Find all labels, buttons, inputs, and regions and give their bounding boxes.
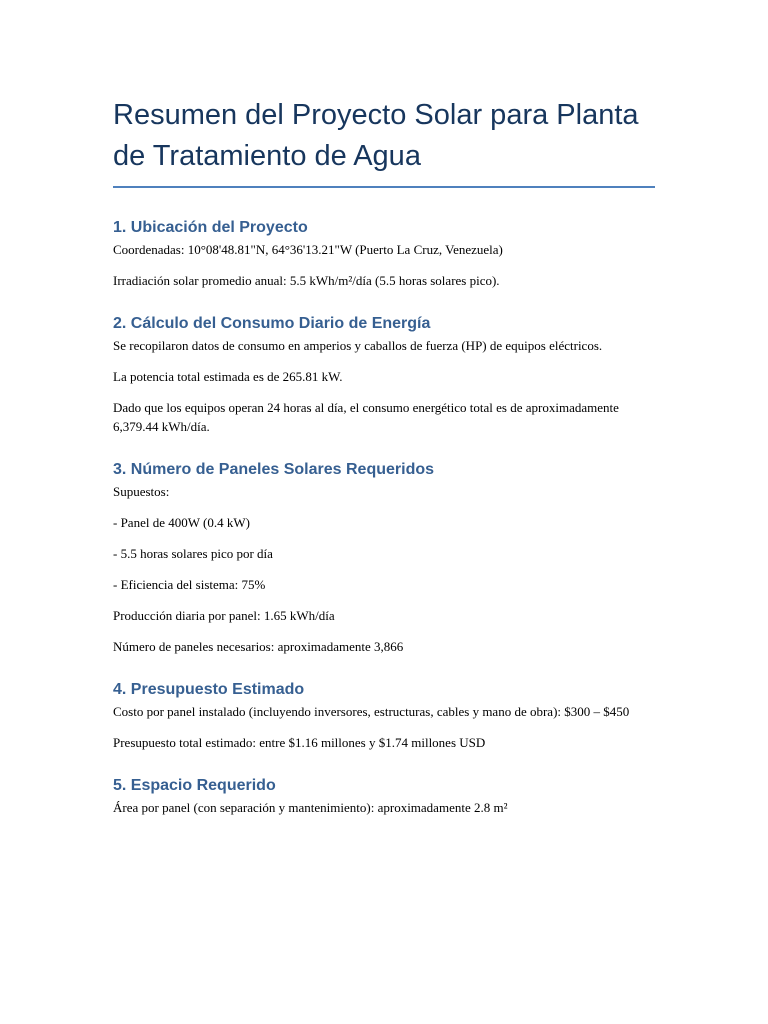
paragraph: Coordenadas: 10°08'48.81"N, 64°36'13.21"W (Puerto La Cruz, Venezuela): [113, 242, 503, 257]
section-project-location: [113, 217, 655, 290]
list-item: - Eficiencia del sistema: 75%: [113, 577, 266, 592]
list-item: - Panel de 400W (0.4 kW): [113, 515, 250, 530]
paragraph: Número de paneles necesarios: aproximadamente 3,866: [113, 639, 404, 654]
paragraph: Dado que los equipos operan 24 horas al día, el consumo energético total es de aproximadamente 6,379.44 kWh/día.: [113, 400, 619, 434]
section-energy-consumption: [113, 313, 655, 436]
paragraph: Irradiación solar promedio anual: 5.5 kWh/m²/día (5.5 horas solares pico).: [113, 273, 500, 288]
document-body: [113, 95, 655, 817]
section-heading: 2. Cálculo del Consumo Diario de Energía: [113, 315, 431, 332]
list-item: - 5.5 horas solares pico por día: [113, 546, 273, 561]
section-heading: 1. Ubicación del Proyecto: [113, 219, 308, 236]
paragraph: Presupuesto total estimado: entre $1.16 millones y $1.74 millones USD: [113, 735, 486, 750]
paragraph: Producción diaria por panel: 1.65 kWh/día: [113, 608, 335, 623]
paragraph: Supuestos:: [113, 484, 170, 499]
paragraph: Costo por panel instalado (incluyendo inversores, estructuras, cables y mano de obra): $300 – $450: [113, 704, 630, 719]
section-heading: 4. Presupuesto Estimado: [113, 681, 305, 698]
document-title: Resumen del Proyecto Solar para Planta de Tratamiento de Agua: [113, 95, 655, 188]
paragraph: Área por panel (con separación y mantenimiento): aproximadamente 2.8 m²: [113, 800, 508, 815]
section-budget: [113, 679, 655, 752]
section-heading: 3. Número de Paneles Solares Requeridos: [113, 461, 435, 478]
section-solar-panels: [113, 459, 655, 656]
section-required-space: [113, 775, 655, 817]
section-heading: 5. Espacio Requerido: [113, 777, 276, 794]
paragraph: La potencia total estimada es de 265.81 kW.: [113, 369, 343, 384]
paragraph: Se recopilaron datos de consumo en amperios y caballos de fuerza (HP) de equipos eléctricos.: [113, 338, 603, 353]
